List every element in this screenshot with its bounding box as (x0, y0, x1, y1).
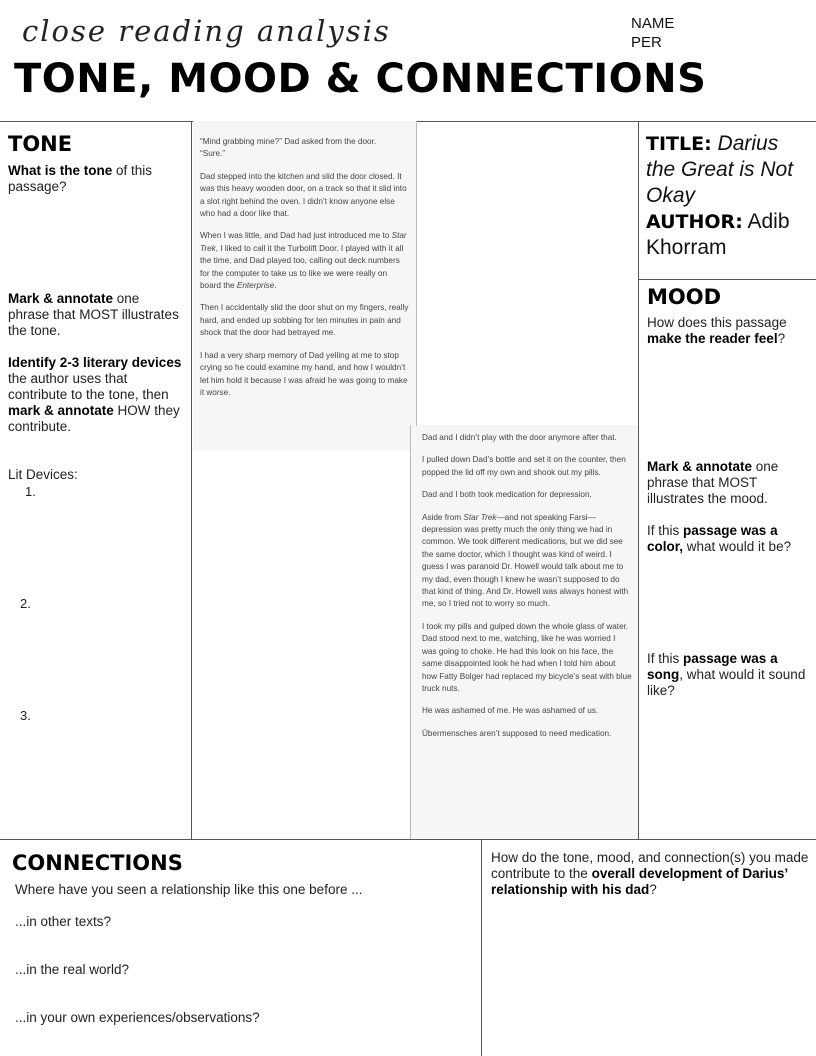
tone-question-2 (8, 291, 184, 339)
passage-paragraph: I pulled down Dad’s bottle and set it on the counter, then popped the lid off my own and shook out my pills. (422, 455, 626, 477)
tone-q3-bold2: mark & annotate (8, 403, 114, 418)
passage-column-2 (422, 432, 632, 750)
lit-device-1: 1. (25, 484, 36, 499)
tone-question-3 (8, 355, 184, 435)
tone-q3-bold: Identify 2-3 literary devices (8, 355, 182, 370)
connections-heading: CONNECTIONS (12, 851, 183, 875)
passage-paragraph: Aside from Star Trek—and not speaking Farsi—depression was pretty much the only thing we had in common. We took different medications, but we did see the same doctor, which I thought was kind of weird. I guess I was paranoid Dr. Howell would talk about me to my dad, even though I knew he wasn’t supposed to do that kind of thing. And Dr. Howell was always honest with me, so I tried not to worry so much. (422, 512, 629, 609)
lit-devices-label: Lit Devices: (8, 467, 78, 482)
final-question: How do the tone, mood, and connection(s) you made contribute to the overall development of Darius’ relationship with his dad? (491, 850, 809, 897)
book-title: Darius the Great is Not Okay (646, 132, 794, 207)
author-label: AUTHOR: (646, 211, 743, 233)
per-label: PER (631, 34, 662, 51)
mood-question-1: How does this passage make the reader feel? (647, 315, 787, 346)
script-title: close reading analysis (22, 14, 391, 48)
page-title: TONE, MOOD & CONNECTIONS (14, 56, 707, 102)
mood-question-2: Mark & annotate one phrase that MOST illustrates the mood. (647, 459, 779, 506)
bottom-column-divider (481, 839, 482, 1056)
passage-split-line-2 (410, 425, 411, 839)
name-label: NAME (631, 15, 675, 32)
connections-prompt-world: ...in the real world? (15, 962, 130, 977)
tone-q2-bold: Mark & annotate (8, 291, 114, 306)
connections-prompt-texts: ...in other texts? (15, 914, 112, 929)
passage-paragraph: Then I accidentally slid the door shut on my fingers, really hard, and ended up sobbing for ten minutes in pain and shock that the door had betrayed me. (200, 303, 409, 338)
passage-paragraph: I took my pills and gulped down the whole glass of water. Dad stood next to me, watching, like he was worried I was going to choke. He had this look on his face, the same disappointed look he had when I told him about how Fatty Bolger had replaced my bicycle’s seat with blue truck nuts. (422, 621, 632, 693)
lit-device-2: 2. (20, 596, 31, 611)
connections-divider (0, 839, 816, 840)
connections-intro: Where have you seen a relationship like this one before ... (15, 882, 363, 897)
tone-q3-mid: the author uses that contribute to the tone, then (8, 371, 169, 402)
mood-column-divider (638, 121, 639, 839)
passage-paragraph: He was ashamed of me. He was ashamed of us. (422, 706, 599, 716)
book-author: Adib Khorram (646, 210, 790, 259)
passage-paragraph: Dad and I both took medication for depression. (422, 490, 592, 500)
passage-paragraph: I had a very sharp memory of Dad yelling at me to stop crying so he could examine my hand, and how I wouldn’t let him hold it because I was afraid he was going to make it worse. (200, 350, 408, 397)
lit-device-3: 3. (20, 708, 31, 723)
mood-question-3: If this passage was a color, what would it be? (647, 523, 792, 554)
passage-paragraph: When I was little, and Dad had just introduced me to Star Trek, I liked to call it the Turbolift Door. I played with it all the time, and Dad played too, calling out deck numbers for the computer to take us to like we were really on board the Enterprise. (200, 231, 407, 291)
tone-q2-rest: one phrase that MOST illustrates the tone. (8, 291, 179, 338)
book-info (646, 131, 812, 261)
passage-column-1 (200, 136, 410, 409)
tone-heading: TONE (8, 132, 73, 156)
passage-paragraph: Übermensches aren’t supposed to need medication. (422, 728, 612, 738)
mood-heading: MOOD (647, 285, 722, 309)
passage-split-line (416, 121, 417, 426)
title-mood-divider (638, 279, 816, 280)
connections-prompt-experience: ...in your own experiences/observations? (15, 1010, 260, 1025)
tone-q1-bold: What is the tone (8, 163, 113, 178)
passage-paragraph: Dad and I didn’t play with the door anymore after that. (422, 433, 617, 442)
tone-column-divider (191, 121, 192, 839)
tone-q3-rest: HOW they contribute. (8, 403, 180, 434)
title-label: TITLE: (646, 133, 712, 155)
tone-q1-rest: of this passage? (8, 163, 153, 194)
tone-question-1 (8, 163, 184, 195)
passage-paragraph: “Mind grabbing mine?” Dad asked from the door. “Sure.” (200, 137, 377, 159)
passage-paragraph: Dad stepped into the kitchen and slid the door closed. It was this heavy wooden door, on a track so that it slid into a slot right behind the oven. I didn’t know anyone else who had a door like that. (200, 171, 407, 219)
name-per-block (631, 14, 674, 52)
mood-question-4: If this passage was a song, what would it sound like? (647, 651, 806, 698)
